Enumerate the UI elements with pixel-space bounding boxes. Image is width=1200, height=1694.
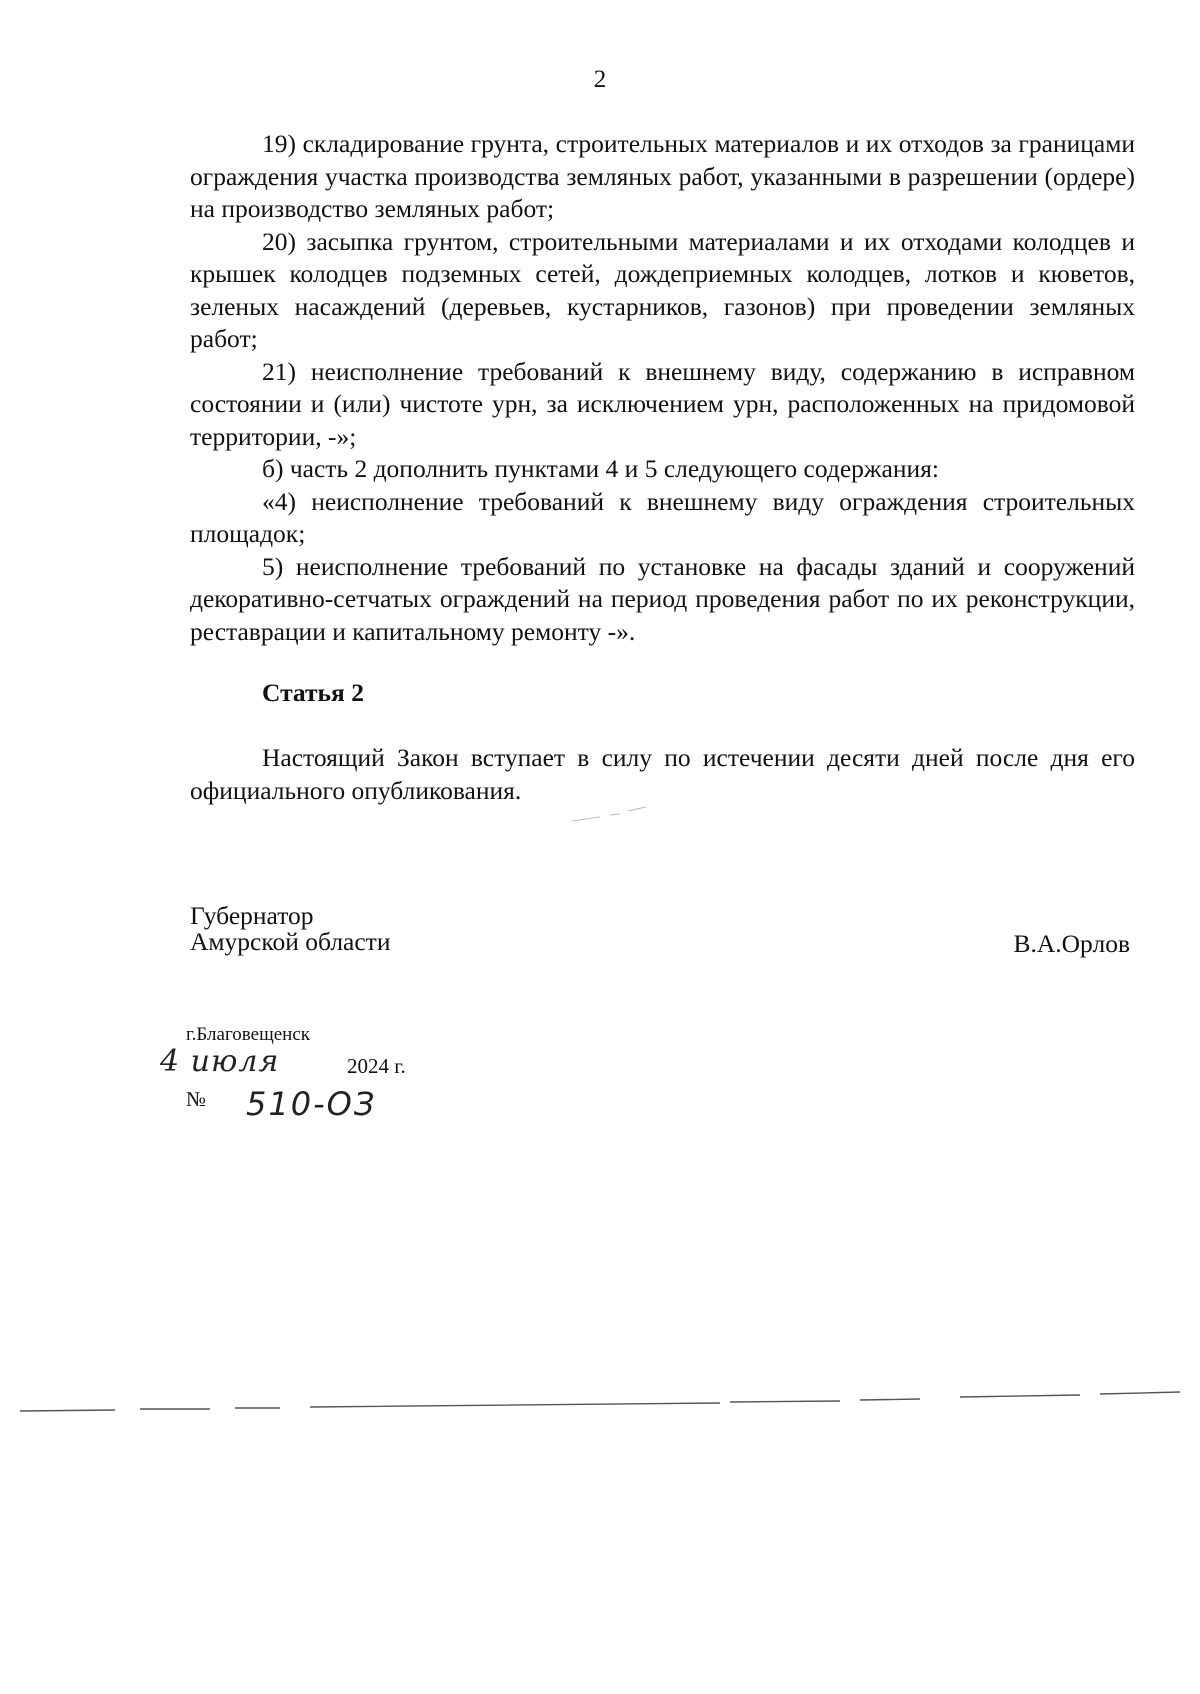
page-number: 2	[593, 66, 607, 93]
law-number	[186, 1085, 436, 1125]
paragraph-item-20: 20) засыпка грунтом, строительными материалами и их отходами колодцев и крышек колодцев подземных сетей, дождеприемных колодцев, лотков и кюветов, зеленых насаждений (деревьев, кустарников, газонов) при проведении земляных работ;	[190, 226, 1135, 353]
signatory-name: В.А.Орлов	[1013, 929, 1130, 958]
signing-year: 2024 г.	[347, 1054, 406, 1078]
paragraph-item-19: 19) складирование грунта, строительных материалов и их отходов за границами ограждения участка производства земляных работ, указанными в разрешении (ордере) на производство земляных работ;	[190, 129, 1135, 223]
paragraph-item-21: 21) неисполнение требований к внешнему виду, содержанию в исправном состоянии и (или) чистоте урн, за исключением урн, расположенных на придомовой территории, -»;	[190, 356, 1135, 451]
handwritten-law-number: 510-ОЗ	[246, 1085, 377, 1123]
amendment-list	[190, 128, 1135, 648]
article-title: Статья 2	[262, 678, 364, 707]
number-sign: №	[186, 1087, 207, 1111]
signatory-position	[190, 903, 390, 955]
signatory-position-line2: Амурской области	[190, 927, 391, 956]
handwritten-date: 4 июля	[160, 1044, 280, 1079]
scan-mark-dash	[570, 805, 650, 825]
scan-artifact-line	[20, 1385, 1190, 1415]
place-of-signing: г.Благовещенск	[186, 1024, 310, 1045]
signatory-position-line1: Губернатор	[190, 901, 314, 930]
paragraph-item-4: «4) неисполнение требований к внешнему виду ограждения строительных площадок;	[190, 486, 1135, 548]
article-text: Настоящий Закон вступает в силу по истечении десяти дней после дня его официального опубликования.	[190, 743, 1135, 805]
paragraph-part-2-intro: б) часть 2 дополнить пунктами 4 и 5 следующего содержания:	[262, 454, 939, 483]
paragraph-item-5: 5) неисполнение требований по установке на фасады зданий и сооружений декоративно-сетчатых ограждений на период проведения работ по их реконструкции, реставрации и капитальному ремонту -».	[190, 551, 1135, 646]
signing-date	[160, 1044, 440, 1086]
